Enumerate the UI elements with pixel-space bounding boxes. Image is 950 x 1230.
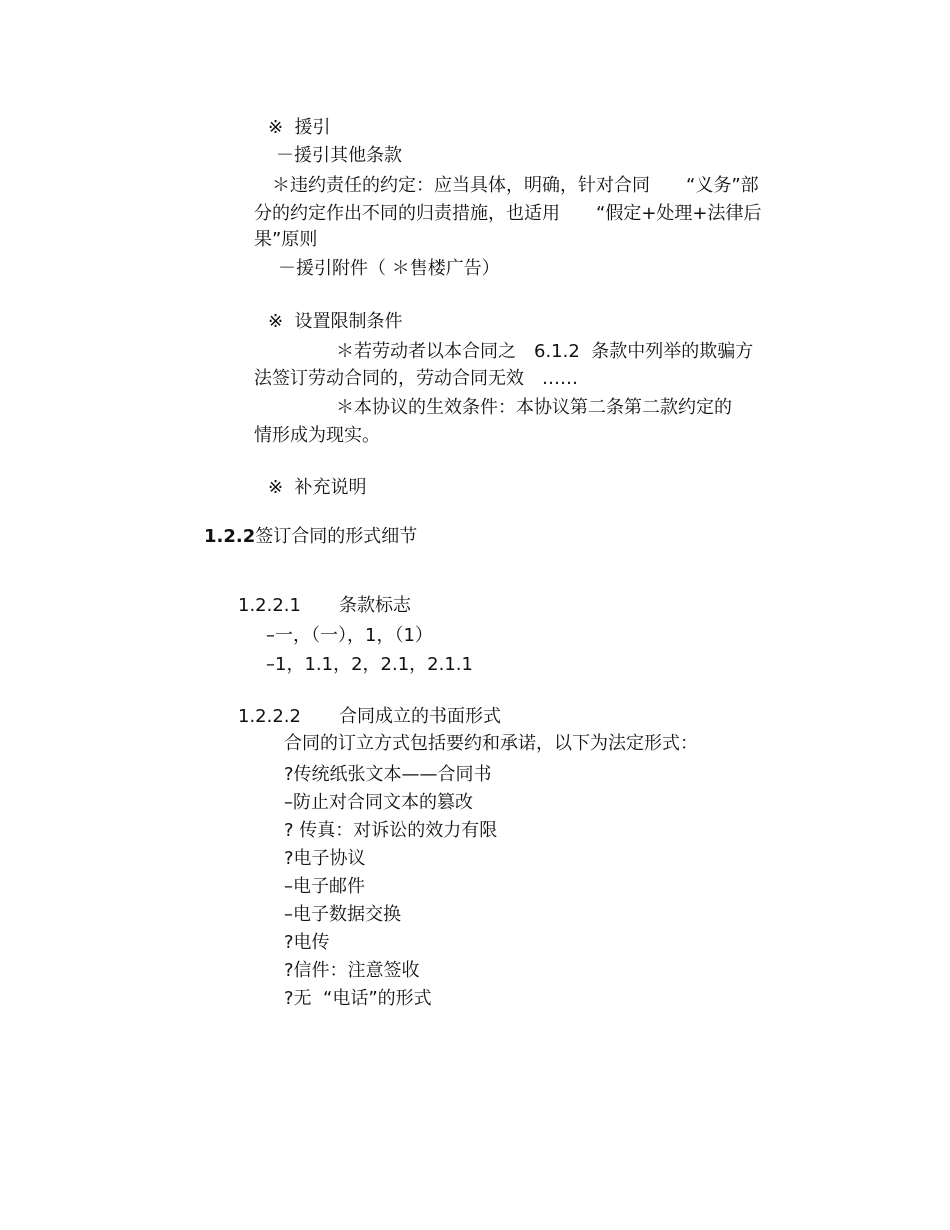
text-line: –1，1.1，2，2.1，2.1.1: [266, 654, 473, 675]
section-number: 1.2.2: [204, 526, 256, 547]
mark-citation: ※ 援引: [268, 117, 331, 138]
list-item: ?电子协议: [284, 848, 366, 869]
list-item: ? 传真：对诉讼的效力有限: [284, 820, 498, 841]
list-item: ?电传: [284, 932, 330, 953]
text-line: 情形成为现实。: [254, 425, 380, 446]
text-line: －援引附件（ ＊售楼广告）: [278, 258, 500, 279]
text-line: 分的约定作出不同的归责措施，也适用 “假定+处理+法律后: [254, 203, 762, 224]
text-line: －援引其他条款: [276, 145, 402, 166]
list-item: –电子数据交换: [284, 904, 401, 925]
text-line: ＊本协议的生效条件：本协议第二条第二款约定的: [336, 397, 732, 418]
list-item: ?信件：注意签收: [284, 960, 420, 981]
list-item: –防止对合同文本的篡改: [284, 792, 473, 813]
section-heading: [204, 525, 417, 549]
subsection-title: 合同成立的书面形式: [338, 706, 501, 727]
text-line: 果”原则: [254, 229, 318, 250]
text-line: ＊若劳动者以本合同之 6.1.2 条款中列举的欺骗方: [336, 341, 754, 362]
subsection-heading: [238, 594, 411, 618]
subsection-number: 1.2.2.2: [238, 706, 301, 727]
list-item: ?传统纸张文本——合同书: [284, 764, 492, 785]
subsection-title: 条款标志: [338, 595, 411, 616]
subsection-heading: [238, 705, 501, 729]
list-item: ?无 “电话”的形式: [284, 988, 432, 1009]
section-title: 签订合同的形式细节: [255, 526, 418, 547]
text-line: –一，（一），1，（1）: [266, 625, 433, 646]
mark-conditions: ※ 设置限制条件: [268, 311, 403, 332]
text-line: 合同的订立方式包括要约和承诺，以下为法定形式：: [284, 733, 698, 754]
list-item: –电子邮件: [284, 876, 365, 897]
text-line: 法签订劳动合同的，劳动合同无效 ……: [254, 368, 578, 389]
mark-supplement: ※ 补充说明: [268, 477, 367, 498]
subsection-number: 1.2.2.1: [238, 595, 301, 616]
text-line: ＊违约责任的约定：应当具体，明确，针对合同 “义务”部: [272, 175, 759, 196]
